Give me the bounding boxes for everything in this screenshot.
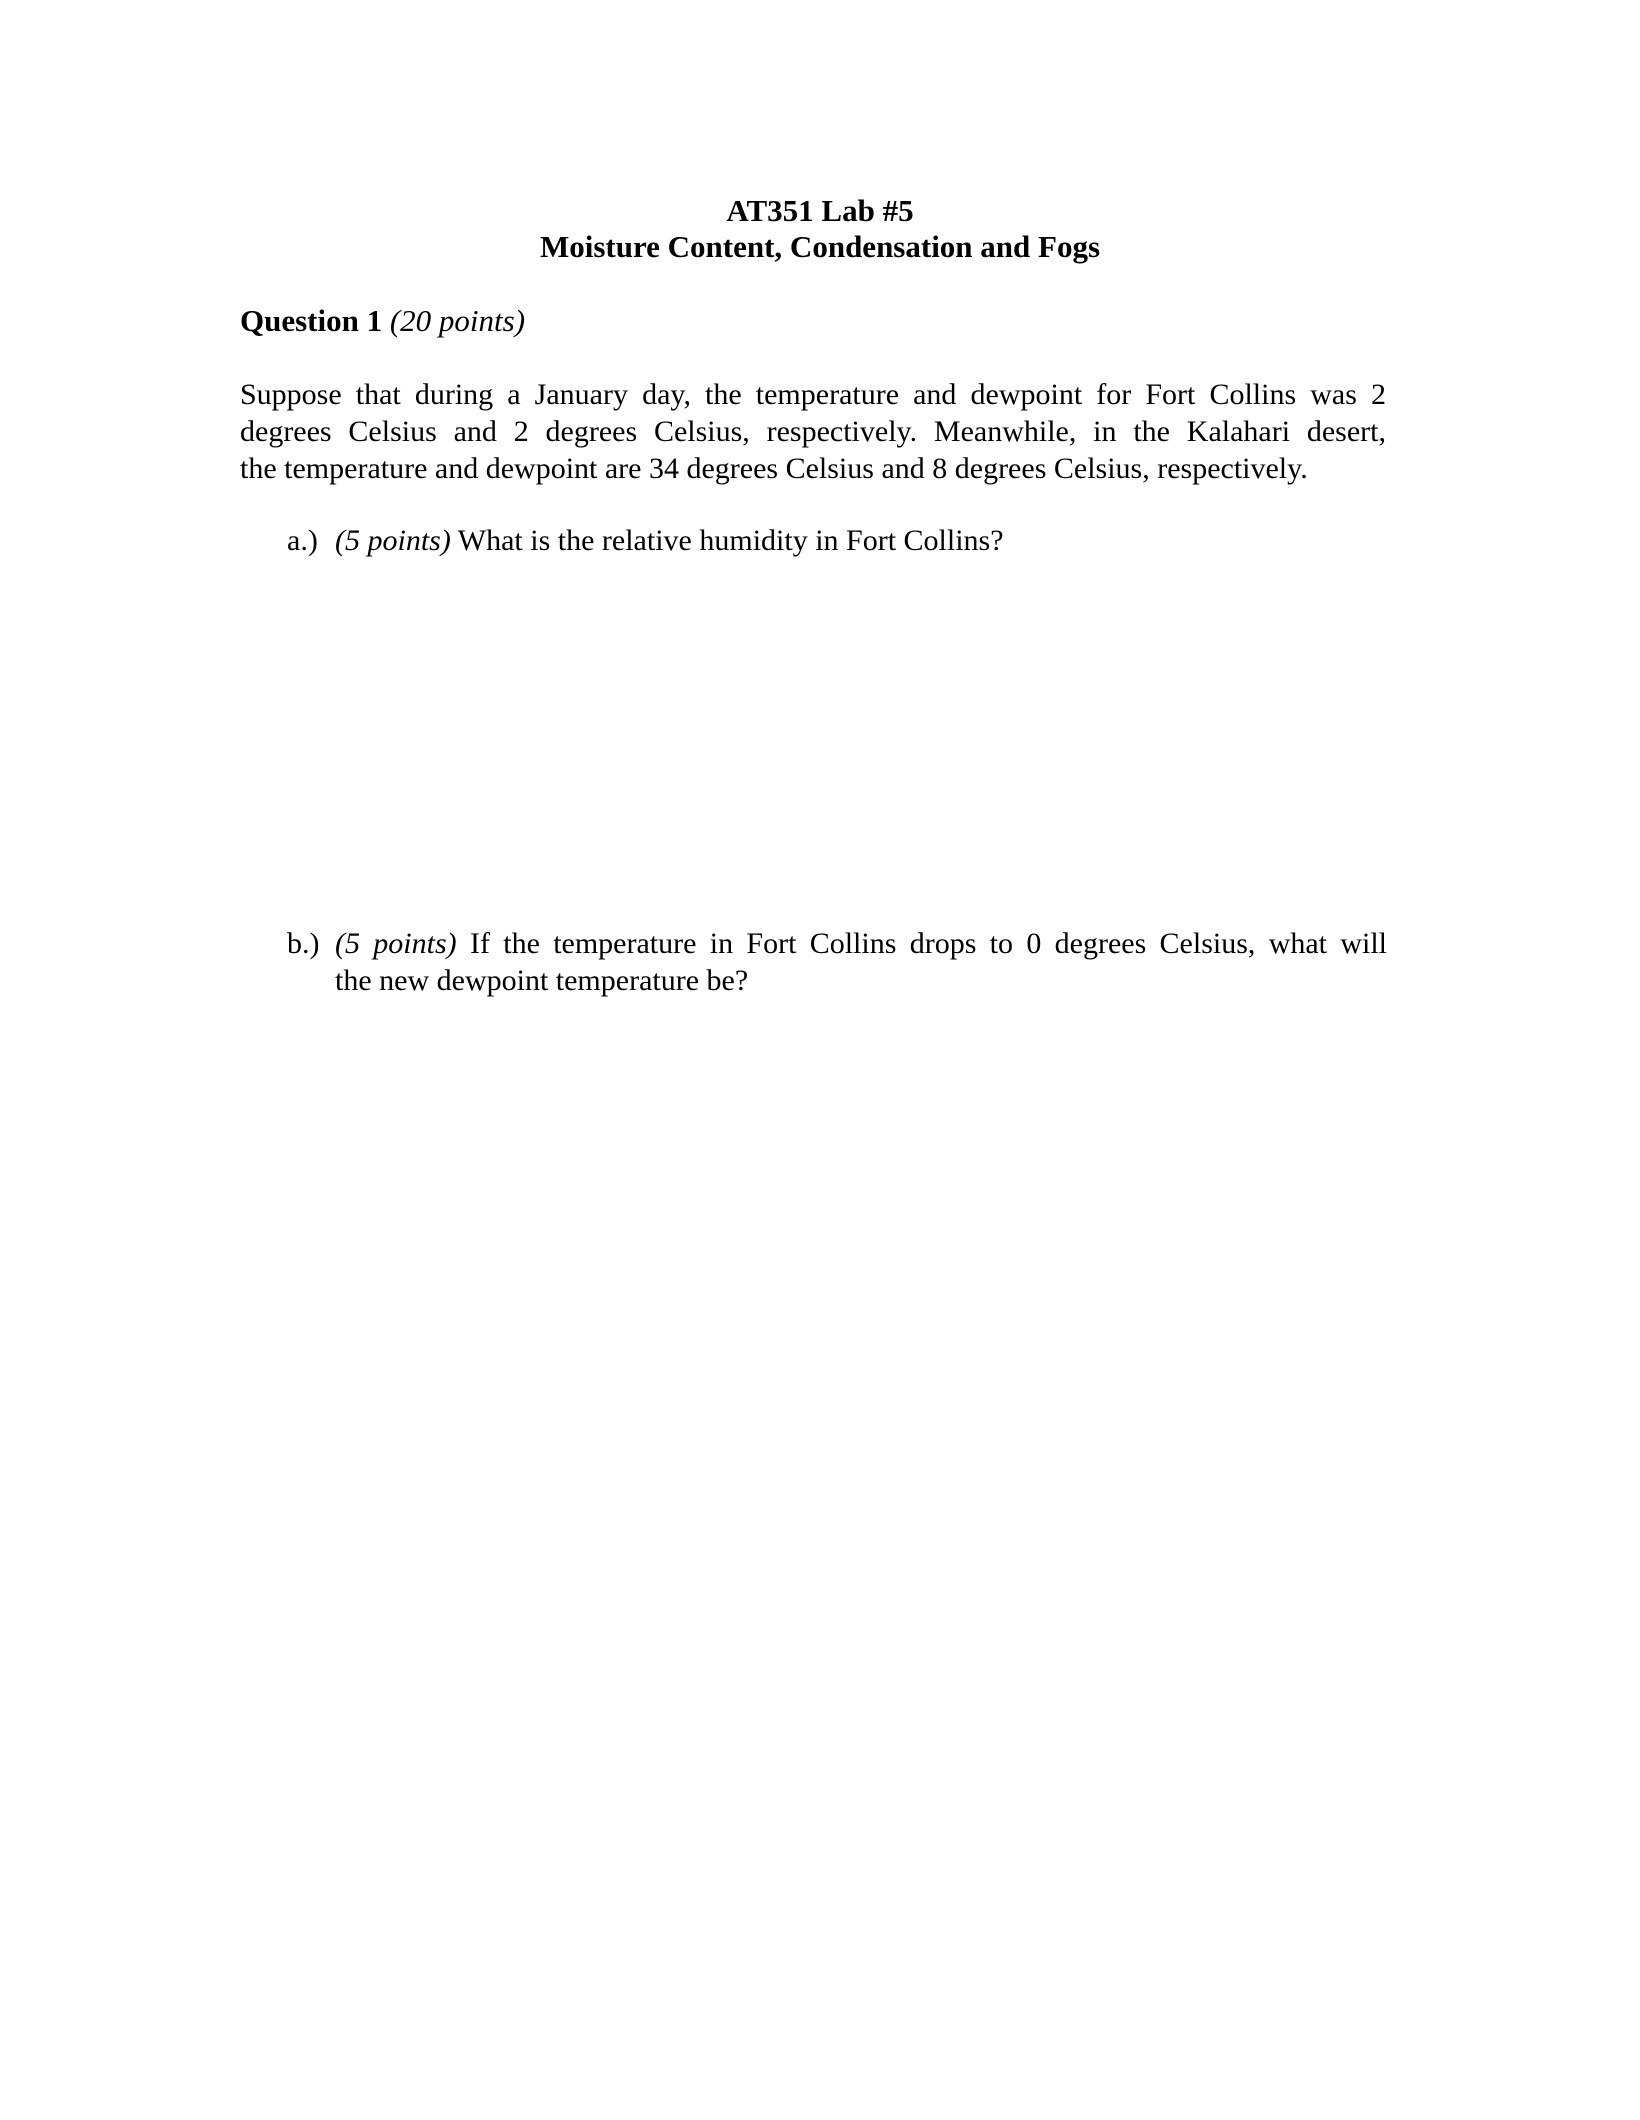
part-a-body: [335, 522, 1387, 559]
part-b-points: (5 points): [335, 927, 457, 960]
part-b-label: b.): [287, 927, 320, 960]
part-a-label: a.): [287, 524, 318, 557]
intro-line: Suppose that during a January day, the temperature and dewpoint for Fort Collins was 2: [240, 378, 1386, 411]
part-a-text: What is the relative humidity in Fort Collins?: [450, 524, 1004, 557]
part-a-points: (5 points): [335, 524, 451, 557]
question-points: (20 points): [389, 303, 526, 338]
question-label: Question 1: [240, 303, 383, 338]
part-b-line: the new dewpoint temperature be?: [335, 964, 749, 997]
part-a-line: [335, 522, 1387, 559]
part-b-line: [335, 925, 1387, 962]
part-b-text: If the temperature in Fort Collins drops to 0 degrees Celsius, what will: [456, 927, 1387, 960]
intro-line: degrees Celsius and 2 degrees Celsius, respectively. Meanwhile, in the Kalahari desert,: [240, 415, 1386, 448]
document-subtitle: Moisture Content, Condensation and Fogs: [539, 229, 1101, 264]
question-heading: [240, 302, 525, 340]
part-b-body: [335, 925, 1387, 999]
document-title: AT351 Lab #5: [726, 193, 914, 228]
question-intro: [240, 376, 1386, 487]
intro-line: the temperature and dewpoint are 34 degrees Celsius and 8 degrees Celsius, respectively.: [240, 452, 1308, 485]
